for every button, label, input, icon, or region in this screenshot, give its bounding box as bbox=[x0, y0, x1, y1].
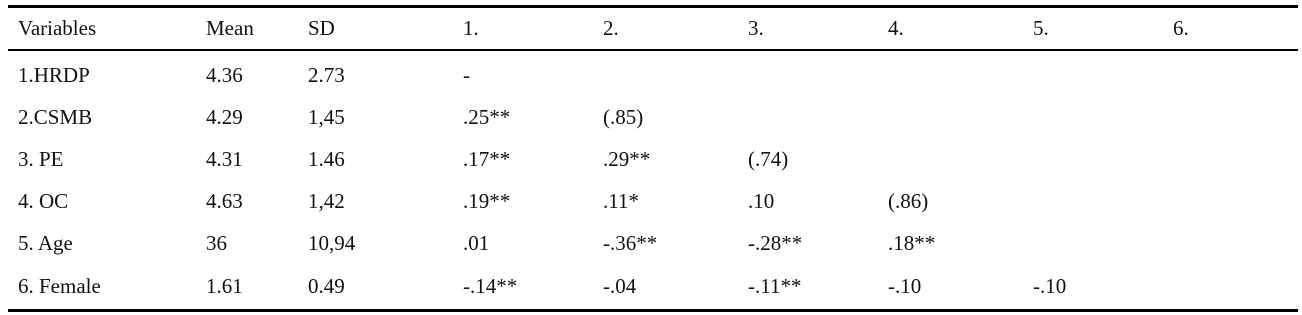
row-sd: 1.46 bbox=[308, 147, 345, 171]
row-mean: 4.36 bbox=[206, 63, 243, 87]
row-sd: 0.49 bbox=[308, 274, 345, 298]
row-corr-2: .29** bbox=[603, 147, 651, 171]
row-variable-label: 3. PE bbox=[18, 147, 64, 171]
row-corr-1: .17** bbox=[463, 147, 511, 171]
header-mean: Mean bbox=[206, 16, 254, 40]
row-corr-2: -.36** bbox=[603, 231, 658, 255]
row-corr-3: (.74) bbox=[748, 147, 789, 171]
row-mean: 1.61 bbox=[206, 274, 243, 298]
header-col-2: 2. bbox=[603, 16, 619, 40]
row-corr-3: .10 bbox=[748, 189, 775, 213]
row-variable-label: 5. Age bbox=[18, 231, 73, 255]
row-sd: 1,42 bbox=[308, 189, 345, 213]
row-corr-2: (.85) bbox=[603, 105, 644, 129]
row-variable-label: 1.HRDP bbox=[18, 63, 90, 87]
row-sd: 10,94 bbox=[308, 231, 356, 255]
table-row bbox=[8, 183, 1298, 219]
row-variable-label: 2.CSMB bbox=[18, 105, 93, 129]
header-variables: Variables bbox=[18, 16, 97, 40]
row-corr-4: -.10 bbox=[888, 274, 922, 298]
table-header-row bbox=[8, 10, 1298, 46]
row-corr-4: .18** bbox=[888, 231, 936, 255]
table-top-rule bbox=[8, 5, 1298, 8]
row-mean: 36 bbox=[206, 231, 227, 255]
row-sd: 2.73 bbox=[308, 63, 345, 87]
row-corr-2: -.04 bbox=[603, 274, 637, 298]
table-row bbox=[8, 57, 1298, 93]
row-corr-1: - bbox=[463, 63, 470, 87]
row-corr-1: .19** bbox=[463, 189, 511, 213]
header-sd: SD bbox=[308, 16, 335, 40]
row-mean: 4.63 bbox=[206, 189, 243, 213]
row-corr-5: -.10 bbox=[1033, 274, 1067, 298]
row-corr-1: .01 bbox=[463, 231, 490, 255]
header-col-4: 4. bbox=[888, 16, 904, 40]
table-bottom-rule bbox=[8, 309, 1298, 312]
table-row bbox=[8, 141, 1298, 177]
row-corr-3: -.28** bbox=[748, 231, 803, 255]
row-corr-2: .11* bbox=[603, 189, 639, 213]
row-variable-label: 6. Female bbox=[18, 274, 101, 298]
row-corr-1: .25** bbox=[463, 105, 511, 129]
row-corr-1: -.14** bbox=[463, 274, 518, 298]
row-sd: 1,45 bbox=[308, 105, 345, 129]
table-row bbox=[8, 99, 1298, 135]
row-variable-label: 4. OC bbox=[18, 189, 69, 213]
table-row bbox=[8, 268, 1298, 304]
correlation-table bbox=[8, 0, 1298, 315]
row-corr-3: -.11** bbox=[748, 274, 802, 298]
header-col-1: 1. bbox=[463, 16, 479, 40]
row-corr-4: (.86) bbox=[888, 189, 929, 213]
row-mean: 4.29 bbox=[206, 105, 243, 129]
row-mean: 4.31 bbox=[206, 147, 243, 171]
header-col-3: 3. bbox=[748, 16, 764, 40]
table-header-rule bbox=[8, 49, 1298, 51]
header-col-5: 5. bbox=[1033, 16, 1049, 40]
table-row bbox=[8, 225, 1298, 261]
header-col-6: 6. bbox=[1173, 16, 1189, 40]
